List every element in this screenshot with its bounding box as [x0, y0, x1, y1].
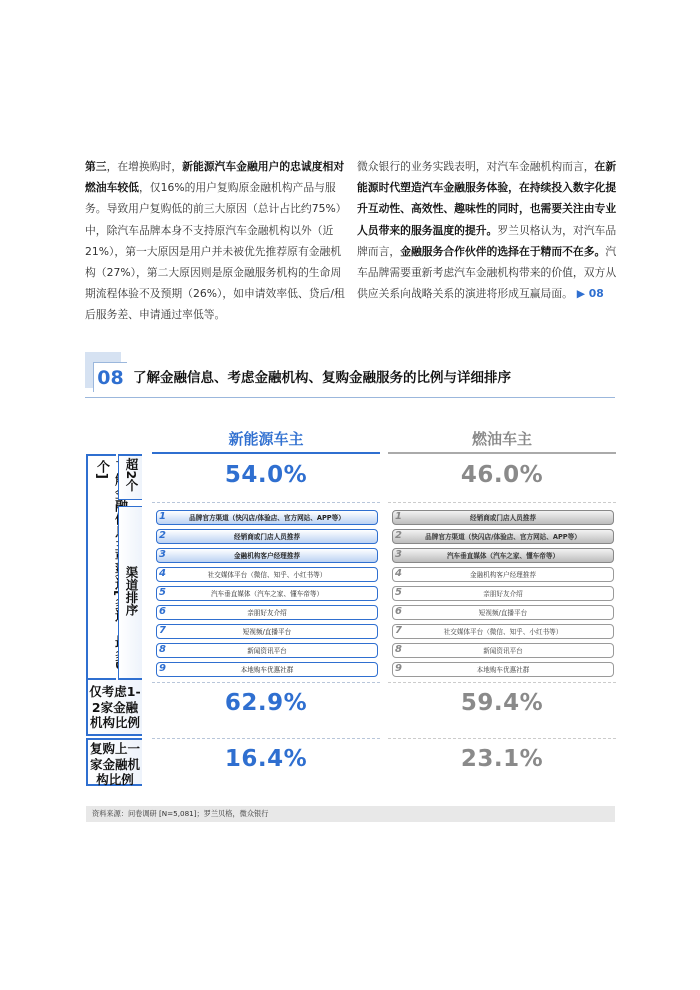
consider-1-2-label: 仅考虑1-2家金融机构比例	[86, 680, 142, 736]
ice-channel-item	[392, 586, 614, 601]
ice-channel-item	[392, 567, 614, 582]
nev-separator	[152, 738, 380, 739]
rank-number: 9	[395, 663, 402, 674]
rank-number: 1	[395, 511, 402, 522]
ice-channel-item	[392, 662, 614, 677]
figure-reference-link[interactable]: ▶ 08	[572, 287, 604, 301]
channel-label: 本地购车优惠社群	[240, 666, 294, 674]
nev-channel-item	[156, 605, 378, 620]
over2-label: 超2个	[124, 458, 139, 492]
body-text-run: 汽车品牌需要重新考虑汽车金融机构带来的价值，双方从供应关系向战略关系的演进将形成互赢局面。	[357, 244, 617, 301]
ice-channel-item	[392, 605, 614, 620]
rank-number: 1	[159, 511, 166, 522]
rank-number: 7	[159, 625, 166, 636]
rank-number: 6	[395, 606, 402, 617]
rank-number: 2	[395, 530, 402, 541]
repurchase-label: 复购上一家金融机构比例	[86, 738, 142, 786]
nev-over2-value: 54.0%	[224, 462, 308, 488]
ice-repurchase-value: 23.1%	[460, 746, 544, 772]
ice-consider-value: 59.4%	[460, 690, 544, 716]
channel-label: 社交媒体平台（微信、知乎、小红书等）	[207, 571, 327, 579]
ice-channel-item	[392, 624, 614, 639]
channel-label: 短视频/直播平台	[478, 609, 528, 617]
ice-channel-item	[392, 510, 614, 525]
body-text-run: ，仅16%的用户复购原金融机构产品与服务。导致用户复购低的前三大原因（总计占比约75%）中，除汽车品牌本身不支持原汽车金融机构以外（近21%），第一大原因是用户并未被优先推荐原有金融机构（27%），第二大原因则是原金融服务机构的生命周期流程体验不及预期（26%），如申请效率低、贷后/租后服务差、申请通过率低等。	[85, 181, 345, 322]
rank-number: 6	[159, 606, 166, 617]
channel-label: 金融机构客户经理推荐	[470, 571, 536, 579]
channel-label: 经销商或门店人员推荐	[234, 533, 300, 541]
channel-label: 新闻资讯平台	[247, 647, 287, 655]
nev-channel-item	[156, 624, 378, 639]
figure-number: 08	[93, 362, 127, 392]
nev-separator	[152, 502, 380, 503]
nev-channel-item	[156, 567, 378, 582]
rank-number: 3	[159, 549, 166, 560]
nev-repurchase-value: 16.4%	[224, 746, 308, 772]
channel-label: 品牌官方渠道（快闪店/体验店、官方网站、APP等）	[425, 533, 581, 541]
ice-channel-item	[392, 529, 614, 544]
ranking-label: 渠道排序	[124, 566, 139, 616]
right-body-text	[357, 156, 617, 304]
channel-main-label: 个]	[94, 460, 109, 479]
rank-number: 4	[395, 568, 402, 579]
body-text-run: 微众银行的业务实践表明，对汽车金融机构而言，	[357, 160, 595, 173]
ice-separator	[388, 682, 616, 683]
nev-channel-item	[156, 586, 378, 601]
nev-owner-header: 新能源车主	[228, 430, 304, 448]
nev-header-rule	[152, 452, 380, 454]
rank-number: 2	[159, 530, 166, 541]
channel-label: 亲朋好友介绍	[483, 590, 523, 598]
nev-channel-item	[156, 529, 378, 544]
body-text-run: ，在增换购时，	[106, 160, 183, 173]
channel-label: 经销商或门店人员推荐	[470, 514, 536, 522]
ice-separator	[388, 502, 616, 503]
source-note: 资料来源：问卷调研 [N=5,081]；罗兰贝格，微众银行	[86, 806, 615, 822]
ice-channel-item	[392, 548, 614, 563]
figure-title: 了解金融信息、考虑金融机构、复购金融服务的比例与详细排序	[133, 370, 511, 386]
channel-label: 金融机构客户经理推荐	[234, 552, 300, 560]
nev-channel-item	[156, 510, 378, 525]
rank-number: 8	[395, 644, 402, 655]
ice-over2-value: 46.0%	[460, 462, 544, 488]
rank-number: 8	[159, 644, 166, 655]
nev-channel-item	[156, 643, 378, 658]
ice-channel-item	[392, 643, 614, 658]
channel-label: 汽车垂直媒体（汽车之家、懂车帝等）	[446, 552, 560, 560]
body-text-run: 金融服务合作伙伴的选择在于精而不在多。	[400, 244, 606, 258]
nev-consider-value: 62.9%	[224, 690, 308, 716]
ice-owner-header: 燃油车主	[471, 430, 532, 448]
ice-separator	[388, 738, 616, 739]
nev-channel-item	[156, 662, 378, 677]
channel-label: 新闻资讯平台	[483, 647, 523, 655]
channel-label: 本地购车优惠社群	[476, 666, 530, 674]
rank-number: 5	[395, 587, 402, 598]
rank-number: 7	[395, 625, 402, 636]
left-body-text	[85, 156, 345, 326]
channel-label: 亲朋好友介绍	[247, 609, 287, 617]
body-text-run: 罗兰贝格认为，对汽车品牌而言，	[357, 223, 617, 258]
body-text-run: 第三	[85, 160, 107, 173]
channel-label: 品牌官方渠道（快闪店/体验店、官方网站、APP等）	[189, 514, 345, 522]
rank-number: 4	[159, 568, 166, 579]
figure-header	[85, 352, 615, 398]
rank-number: 9	[159, 663, 166, 674]
channel-label: 短视频/直播平台	[242, 628, 292, 636]
body-text-run: 新能源汽车金融用户的忠诚度相对燃油车较低	[85, 160, 345, 195]
rank-number: 5	[159, 587, 166, 598]
channel-label: 汽车垂直媒体（汽车之家、懂车帝等）	[210, 590, 324, 598]
channel-label: 社交媒体平台（微信、知乎、小红书等）	[443, 628, 563, 636]
rank-number: 3	[395, 549, 402, 560]
nev-separator	[152, 682, 380, 683]
body-text-run: 在新能源时代塑造汽车金融服务体验，在持续投入数字化提升互动性、高效性、趣味性的同时，也需要关注由专业人员带来的服务温度的提升。	[357, 160, 617, 237]
nev-channel-item	[156, 548, 378, 563]
ice-header-rule	[388, 452, 616, 454]
